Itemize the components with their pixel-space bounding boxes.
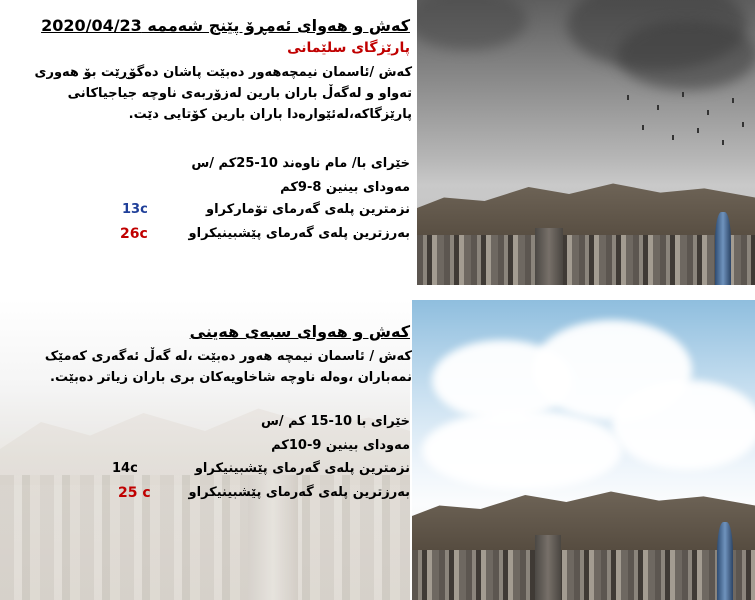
glass-tower <box>715 212 731 285</box>
rainy-city-photo <box>417 0 755 285</box>
section2-min-value: 14c <box>112 461 138 476</box>
raindrop <box>642 125 644 130</box>
section1-paragraph: کەش /ئاسمان نیمچەهەور دەبێت پاشان دەگۆڕێت بۆ هەوری تەواو و لەگەڵ باران بارین لەزۆربەی ناوچە جیاجیاکانی پارێزگاکە،لەئێوارەدا باران بارین کۆتایی دێت. <box>34 65 412 122</box>
white-cloud <box>612 380 755 470</box>
section2-title: کەش و هەوای سبەی هەینی <box>189 322 410 341</box>
section1-place: پارێزگای سلێمانی <box>287 40 410 56</box>
city-skyline <box>417 235 755 285</box>
section1-visibility: مەودای بینین 8-9کم <box>280 180 410 195</box>
section1-max-value: 26c <box>120 226 148 242</box>
section2-paragraph: کەش / ئاسمان نیمچە هەور دەبێت ،لە گەڵ ئەگەری کەمێک نمەباران ،وەلە ناوچە شاخاویەکان بری باران زیاتر دەبێت. <box>44 349 412 385</box>
raindrop <box>697 128 699 133</box>
raindrop <box>742 122 744 127</box>
storm-cloud <box>417 0 527 50</box>
raindrop <box>707 110 709 115</box>
section1-min-value: 13c <box>122 202 148 217</box>
section1-wind: خێرای با/ مام ناوەند 10-25کم /س <box>191 156 410 171</box>
raindrop <box>672 135 674 140</box>
section1-title: کەش و هەوای ئەمڕۆ پێنج شەممە 2020/04/23 <box>41 16 410 35</box>
glass-tower <box>717 522 733 600</box>
cloudy-city-photo <box>412 300 755 600</box>
mountain-range <box>412 488 755 558</box>
raindrop <box>657 105 659 110</box>
section2-visibility: مەودای بینین 9-10کم <box>271 438 410 453</box>
section1-min-label: نزمترین پلەی گەرمای تۆمارکراو <box>206 202 410 217</box>
section2-max-label: بەرزترین پلەی گەرمای پێشبینیکراو <box>188 485 410 500</box>
raindrop <box>627 95 629 100</box>
section2-min-label: نزمترین پلەی گەرمای پێشبینیکراو <box>194 461 410 476</box>
section1-max-label: بەرزترین پلەی گەرمای پێشبینیکراو <box>188 226 410 241</box>
storm-cloud <box>617 20 755 90</box>
raindrop <box>682 92 684 97</box>
tall-building <box>535 228 563 285</box>
section2-max-value: 25 c <box>118 485 151 501</box>
white-cloud <box>422 410 622 490</box>
raindrop <box>732 98 734 103</box>
section2-wind: خێرای با 10-15 کم /س <box>260 414 410 429</box>
tall-building <box>535 535 561 600</box>
raindrop <box>722 140 724 145</box>
city-skyline <box>412 550 755 600</box>
